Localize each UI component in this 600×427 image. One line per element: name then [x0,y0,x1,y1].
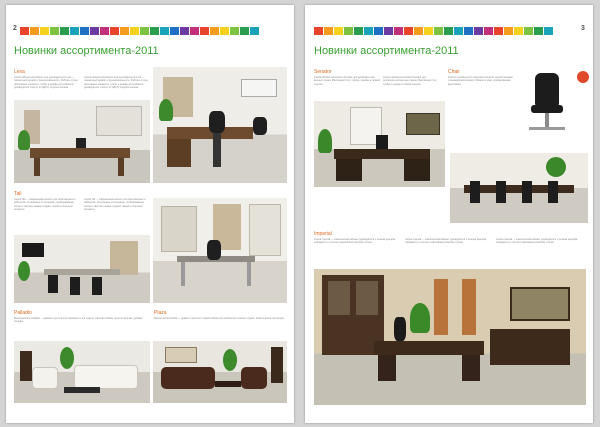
photo-plaza-sofa [153,341,287,403]
section-text-palladio: Мягкая мебель Palladio — диваны и кресла для приёмных и зон отдыха. Светлая обивка, простые формы, удобная посадка. [14,317,143,324]
strip-swatch [110,27,119,35]
strip-swatch [474,27,483,35]
strip-swatch [170,27,179,35]
photo-senator-office [314,101,445,187]
section-tag-tali: Tali [14,191,22,197]
strip-swatch [210,27,219,35]
page-number: 2 [13,25,17,32]
color-strip [314,27,554,35]
strip-swatch [504,27,513,35]
section-tag-palladio: Palladio [14,310,32,316]
section-text-tali: Серия Tali — современная мебель для переговорных и кабинетов. Стеклянные столешницы, хромированные опоры и светлые шкафы создают лёгкий и открытый интерьер. [14,198,76,211]
strip-swatch [494,27,503,35]
strip-swatch [354,27,363,35]
strip-swatch [40,27,49,35]
section-tag-senator: Senator [314,69,332,75]
strip-swatch [120,27,129,35]
section-tag-imperial: Imperial [314,231,332,237]
section-text-lexa-continued: Серия кабинетной мебели для руководителей Lexa — лаконичный дизайн и функциональность. Рабочие столы, приставные элементы, тумбы и шкафы для кабинета руководителя. Корпус из ЛДСП, отделка шпоном. [84,76,149,89]
photo-lexa-office [14,100,150,183]
strip-swatch [334,27,343,35]
strip-swatch [324,27,333,35]
strip-swatch [30,27,39,35]
photo-executive-chair [519,69,575,149]
color-strip [20,27,260,35]
section-text-lexa: Серия кабинетной мебели для руководителей Lexa — лаконичный дизайн и функциональность. Рабочие столы, приставные элементы, тумбы и шкафы для кабинета руководителя. Корпус из ЛДСП, отделка шпоном. [14,76,79,89]
section-text-chair: Кресло руководителя с высокой спинкой, подлокотниками и механизмом качания. Обивка из кожи, хромированная крестовина. [448,76,513,86]
photo-senator-meeting [450,153,588,223]
right-page [305,5,593,423]
strip-swatch [180,27,189,35]
strip-swatch [424,27,433,35]
strip-swatch [374,27,383,35]
photo-lexa-desk [153,67,287,183]
strip-swatch [200,27,209,35]
strip-swatch [394,27,403,35]
strip-swatch [454,27,463,35]
strip-swatch [70,27,79,35]
strip-swatch [314,27,323,35]
strip-swatch [250,27,259,35]
strip-swatch [434,27,443,35]
section-text-senator: Серия кабинетной мебели Senator для руководителей высшего звена. Массивный стол, тумбы и шкафы в тёмной отделке. [314,76,380,86]
strip-swatch [444,27,453,35]
strip-swatch [100,27,109,35]
strip-swatch [90,27,99,35]
strip-swatch [50,27,59,35]
photo-palladio-sofa [14,341,150,403]
strip-swatch [130,27,139,35]
strip-swatch [20,27,29,35]
section-text-imperial: Серия Imperial — классический кабинет руководителя с резным декором, шкафами со стеклом и массивным рабочим столом. [314,238,396,245]
section-tag-chair: Chair [448,69,460,75]
page-number: 3 [581,25,585,32]
photo-imperial-office [314,269,586,405]
strip-swatch [534,27,543,35]
strip-swatch [524,27,533,35]
section-tag-lexa: Lexa [14,69,25,75]
strip-swatch [414,27,423,35]
strip-swatch [160,27,169,35]
photo-tali-meeting [14,235,150,303]
section-text-imperial-end: Серия Imperial — классический кабинет руководителя с резным декором, шкафами со стеклом и массивным рабочим столом. [496,238,578,245]
strip-swatch [140,27,149,35]
strip-swatch [384,27,393,35]
left-page [6,5,294,423]
section-text-imperial-continued: Серия Imperial — классический кабинет руководителя с резным декором, шкафами со стеклом и массивным рабочим столом. [405,238,487,245]
page-title: Новинки ассортимента-2011 [14,45,159,57]
strip-swatch [150,27,159,35]
section-tag-plaza: Plaza [154,310,167,316]
strip-swatch [60,27,69,35]
strip-swatch [344,27,353,35]
strip-swatch [364,27,373,35]
section-text-senator-continued: Серия кабинетной мебели Senator для руководителей высшего звена. Массивный стол, тумбы и шкафы в тёмной отделке. [383,76,438,86]
strip-swatch [230,27,239,35]
page-title: Новинки ассортимента-2011 [314,45,459,57]
strip-swatch [80,27,89,35]
strip-swatch [544,27,553,35]
strip-swatch [220,27,229,35]
award-badge-icon [577,71,589,83]
strip-swatch [514,27,523,35]
strip-swatch [404,27,413,35]
strip-swatch [190,27,199,35]
strip-swatch [240,27,249,35]
photo-tali-cabinet [153,198,287,303]
section-text-plaza: Мягкая мебель Plaza — диваны и кресла в тёмной обивке для кабинетов и комнат отдыха. Классические пропорции. [154,317,285,320]
strip-swatch [464,27,473,35]
section-text-tali-continued: Серия Tali — современная мебель для переговорных и кабинетов. Стеклянные столешницы, хромированные опоры и светлые шкафы создают лёгкий и открытый интерьер. [84,198,146,211]
strip-swatch [484,27,493,35]
